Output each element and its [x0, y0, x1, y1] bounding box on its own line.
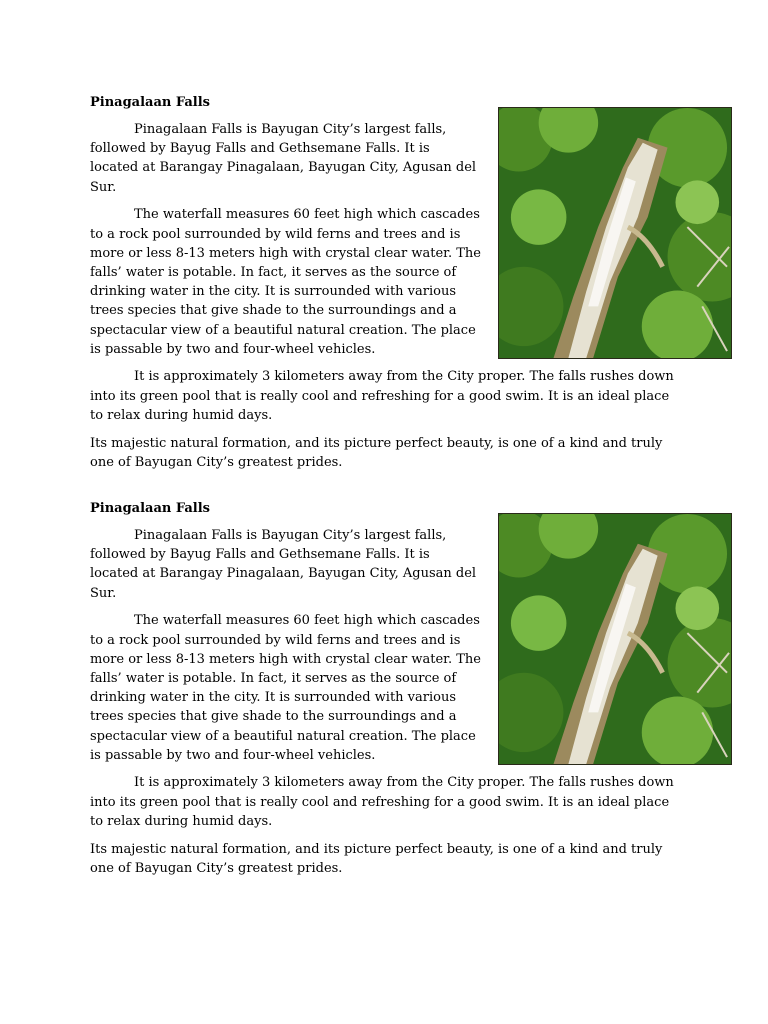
article-section-2: [90, 499, 732, 886]
paragraph: The waterfall measures 60 feet high which cascades to a rock pool surrounded by wild ferns and trees and is more or less 8-13 meters high with crystal clear water. The falls’ water is potable. In fact, it serves as the source of drinking water in the city. It is surrounded with various trees species that give shade to the surroundings and a spectacular view of a beautiful natural creation. The place is passable by two and four-wheel vehicles.: [90, 613, 481, 763]
waterfall-image: [499, 108, 731, 358]
paragraph: Pinagalaan Falls is Bayugan City’s largest falls, followed by Bayug Falls and Gethsemane Falls. It is located at Barangay Pinagalaan, Bayugan City, Agusan del Sur.: [90, 122, 477, 195]
paragraph: Pinagalaan Falls is Bayugan City’s largest falls, followed by Bayug Falls and Gethsemane Falls. It is located at Barangay Pinagalaan, Bayugan City, Agusan del Sur.: [90, 528, 477, 601]
article-section-1: [90, 93, 732, 480]
paragraph: The waterfall measures 60 feet high which cascades to a rock pool surrounded by wild ferns and trees and is more or less 8-13 meters high with crystal clear water. The falls’ water is potable. In fact, it serves as the source of drinking water in the city. It is surrounded with various trees species that give shade to the surroundings and a spectacular view of a beautiful natural creation. The place is passable by two and four-wheel vehicles.: [90, 207, 481, 357]
paragraph: It is approximately 3 kilometers away from the City proper. The falls rushes down into its green pool that is really cool and refreshing for a good swim. It is an ideal place to relax during humid days.: [90, 369, 674, 423]
section-title: Pinagalaan Falls: [90, 95, 211, 110]
waterfall-photo: [498, 513, 732, 765]
paragraph: Its majestic natural formation, and its picture perfect beauty, is one of a kind and truly one of Bayugan City’s greatest prides.: [90, 435, 663, 470]
paragraph: It is approximately 3 kilometers away from the City proper. The falls rushes down into its green pool that is really cool and refreshing for a good swim. It is an ideal place to relax during humid days.: [90, 775, 674, 829]
waterfall-photo: [498, 107, 732, 359]
section-title: Pinagalaan Falls: [90, 501, 211, 516]
waterfall-image: [499, 514, 731, 764]
paragraph: Its majestic natural formation, and its picture perfect beauty, is one of a kind and truly one of Bayugan City’s greatest prides.: [90, 841, 663, 876]
